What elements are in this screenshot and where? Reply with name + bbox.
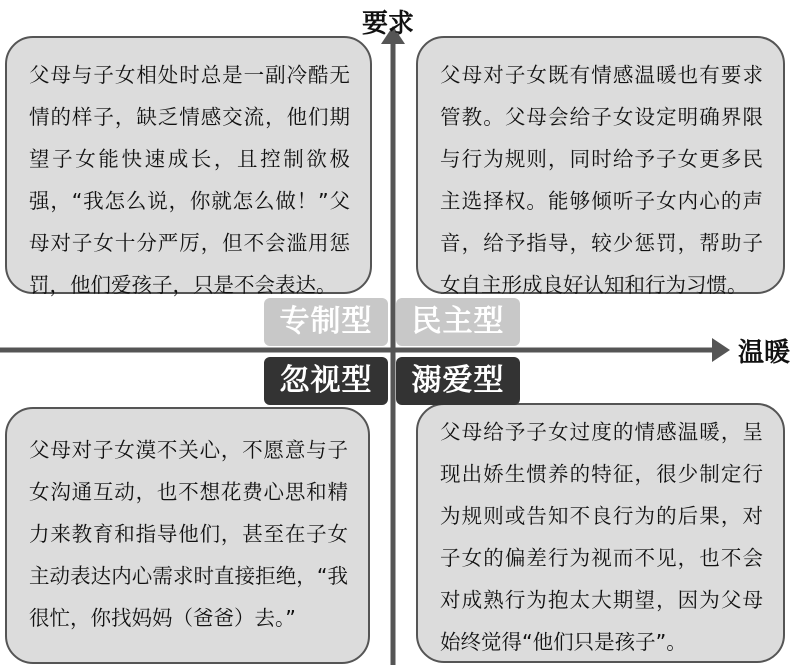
indulgent-description-text: 父母给予子女过度的情感温暖，呈现出娇生惯养的特征，很少制定行为规则或告知不良行为的后果，对子女的偏差行为视而不见，也不会对成熟行为抱太大期望，因为父母始终觉得“他们只是孩子”。: [440, 420, 763, 654]
y-axis-label: 要求: [362, 9, 415, 39]
indulgent-label: 溺爱型: [396, 357, 520, 405]
neglectful-description-card: [5, 407, 370, 664]
democratic-description-card: [416, 36, 785, 297]
neglectful-label: 忽视型: [264, 357, 388, 405]
x-axis-label: 温暖: [738, 338, 791, 368]
authoritarian-label: 专制型: [264, 298, 388, 346]
democratic-label: 民主型: [396, 298, 520, 346]
x-axis-arrowhead: [712, 338, 730, 362]
indulgent-description-card: [416, 403, 785, 663]
authoritarian-description-text: 父母与子女相处时总是一副冷酷无情的样子，缺乏情感交流，他们期望子女能快速成长，且控制欲极强，“我怎么说，你就怎么做！”父 母对子女十分严厉，但不会滥用惩罚，他们爱孩子，只是不会表达。: [29, 63, 350, 297]
democratic-description-text: 父母对子女既有情感温暖也有要求管教。父母会给子女设定明确界限与行为规则，同时给予子女更多民主选择权。能够倾听子女内心的声音，给予指导，较少惩罚，帮助子女自主形成良好认知和行为习惯。: [440, 63, 763, 297]
neglectful-description-text: 父母对子女漠不关心，不愿意与子女沟通互动，也不想花费心思和精力来教育和指导他们，甚至在子女主动表达内心需求时直接拒绝，“我很忙，你找妈妈（爸爸）去。”: [29, 438, 348, 630]
authoritarian-description-card: [5, 36, 372, 297]
